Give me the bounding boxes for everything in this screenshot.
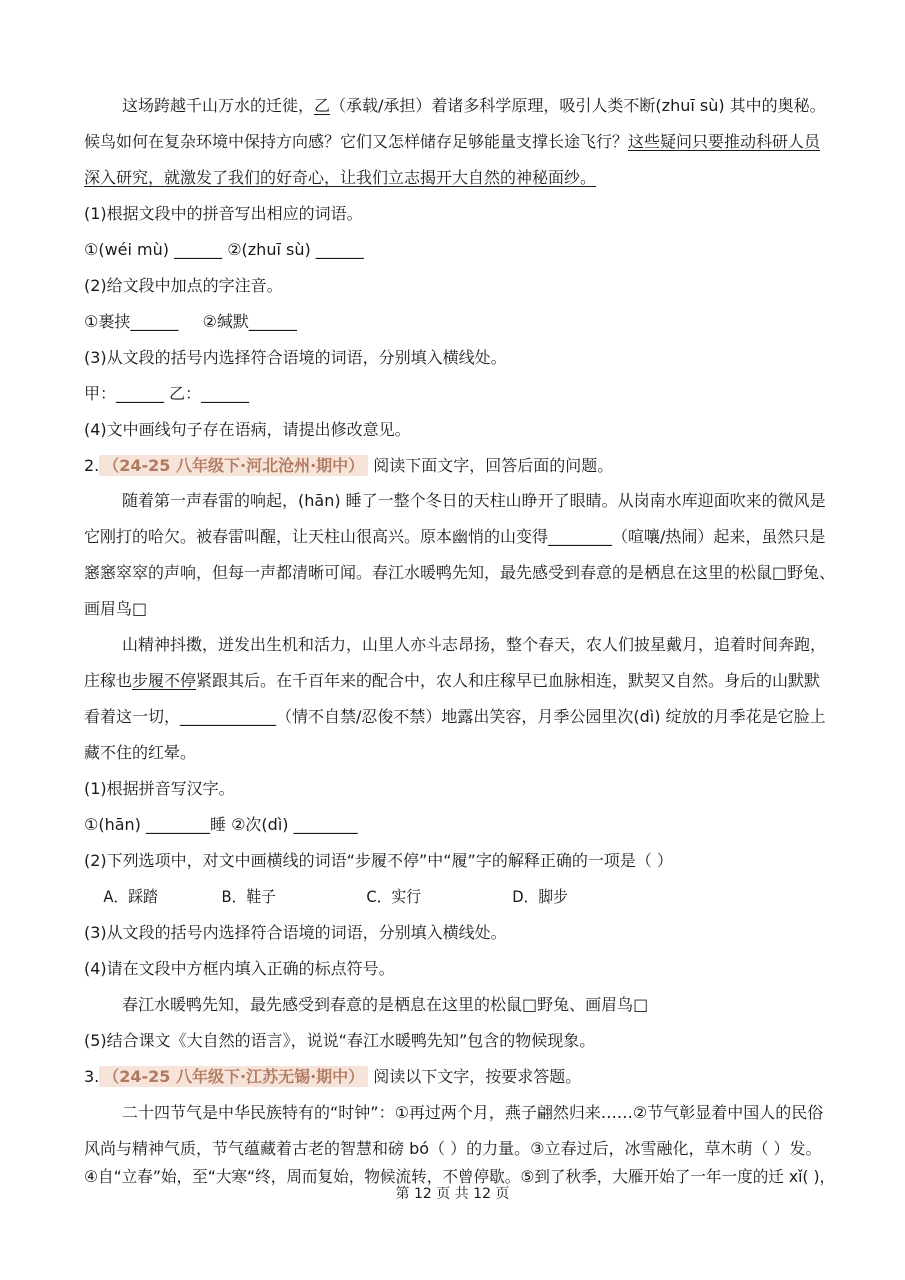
paragraph-line: 藏不住的红晕。 [84,743,197,762]
option-d: D．脚步 [512,887,568,906]
question-4: (4)文中画线句子存在语病，请提出修改意见。 [84,420,411,439]
question-4: (4)请在文段中方框内填入正确的标点符号。 [84,959,395,978]
paragraph-line [84,131,820,153]
question-1: (1)根据拼音写汉字。 [84,779,235,798]
instruction: 阅读以下文字，按要求答题。 [373,1067,582,1086]
underlined-sentence: 深入研究，就激发了我们的好奇心，让我们立志揭开大自然的神秘面纱。 [84,168,597,187]
text: 候鸟如何在复杂环境中保持方向感？它们又怎样储存足够能量支撑长途飞行？ [84,132,629,151]
option-b: B．鞋子 [221,887,276,906]
answer-blank: ______ [130,312,179,331]
answer-blank: ______ [248,312,297,331]
underlined-answer: 乙 [314,96,331,115]
question-1-blanks: ①(hān) ________睡 ②次(dì) ________ [84,815,358,834]
text: 庄稼也 [84,671,133,690]
page-footer: 第 12 页 共 12 页 [395,1186,510,1202]
question-number: 2. [84,456,100,475]
source-tag: （24-25 八年级下·河北沧州·期中） [99,455,368,476]
question-3: (3)从文段的括号内选择符合语境的词语，分别填入横线处。 [84,923,507,942]
source-tag: （24-25 八年级下·江苏无锡·期中） [99,1066,368,1087]
paragraph-line: 看着这一切，____________（情不自禁/忍俊不禁）地露出笑容，月季公园里次(dì) 绽放的月季花是它脸上 [84,707,826,726]
text: （承载/承担）着诸多科学原理，吸引人类不断(zhuī sù) 其中的奥秘。 [330,96,826,115]
quoted-sentence: 春江水暖鸭先知，最先感受到春意的是栖息在这里的松鼠□野兔、画眉鸟□ [122,995,649,1014]
dotted-word: ②缄默 [202,312,249,331]
question-header [84,455,613,477]
paragraph-line: 二十四节气是中华民族特有的“时钟”：①再过两个月，燕子翩然归来……②节气彰显着中国人的民俗 [122,1103,824,1122]
instruction: 阅读下面文字，回答后面的问题。 [373,456,614,475]
option-a: A．踩踏 [103,887,158,906]
paragraph-line: ④自“立春”始，至“大寒“终，周而复始，物候流转，不曾停歇。⑤到了秋季，大雁开始了一年一度的迁 xǐ( )， [84,1167,836,1186]
question-3: (3)从文段的括号内选择符合语境的词语，分别填入横线处。 [84,348,507,367]
paragraph-line: 随着第一声春雷的响起，(hān) 睡了一整个冬日的天柱山睁开了眼睛。从岗南水库迎面吹来的微风是 [122,491,826,510]
paragraph-line: 画眉鸟□ [84,599,148,618]
paragraph-line: 山精神抖擞，迸发出生机和活力，山里人亦斗志昂扬，整个春天，农人们披星戴月，追着时间奔跑， [122,635,827,654]
options-row [0,886,835,908]
text: 这场跨越千山万水的迁徙， [122,96,315,115]
question-2: (2)给文段中加点的字注音。 [84,276,283,295]
dotted-word: ①裹挟 [84,312,131,331]
paragraph-line: 风尚与精神气质，节气蕴藏着古老的智慧和磅 bó（ ）的力量。③立春过后，冰雪融化，草木萌（ ）发。 [84,1139,822,1158]
question-number: 3. [84,1067,100,1086]
question-1-blanks: ①(wéi mù) ______ ②(zhuī sù) ______ [84,240,364,259]
question-2: (2)下列选项中，对文中画横线的词语“步履不停”中“履”字的解释正确的一项是（ ） [84,851,673,870]
question-5: (5)结合课文《大自然的语言》，说说“春江水暖鸭先知”包含的物候现象。 [84,1031,596,1050]
paragraph-line [84,670,820,692]
underlined-sentence: 这些疑问只要推动科研人员 [628,132,821,151]
paragraph-line: 窸窸窣窣的声响，但每一声都清晰可闻。春江水暖鸭先知，最先感受到春意的是栖息在这里的松鼠□野兔、 [84,563,836,582]
question-1: (1)根据文段中的拼音写出相应的词语。 [84,204,363,223]
option-c: C．实行 [366,887,422,906]
question-2-items [84,311,297,333]
text: 紧跟其后。在千百年来的配合中，农人和庄稼早已血脉相连，默契又自然。身后的山默默 [196,671,821,690]
underlined-word: 步履不停 [132,671,197,690]
question-3-blanks: 甲：______ 乙：______ [84,384,250,403]
paragraph-line [122,95,826,117]
paragraph-line: 它刚打的哈欠。被春雷叫醒，让天柱山很高兴。原本幽悄的山变得________（喧嚷/热闹）起来，虽然只是 [84,527,826,546]
question-header [84,1066,581,1088]
